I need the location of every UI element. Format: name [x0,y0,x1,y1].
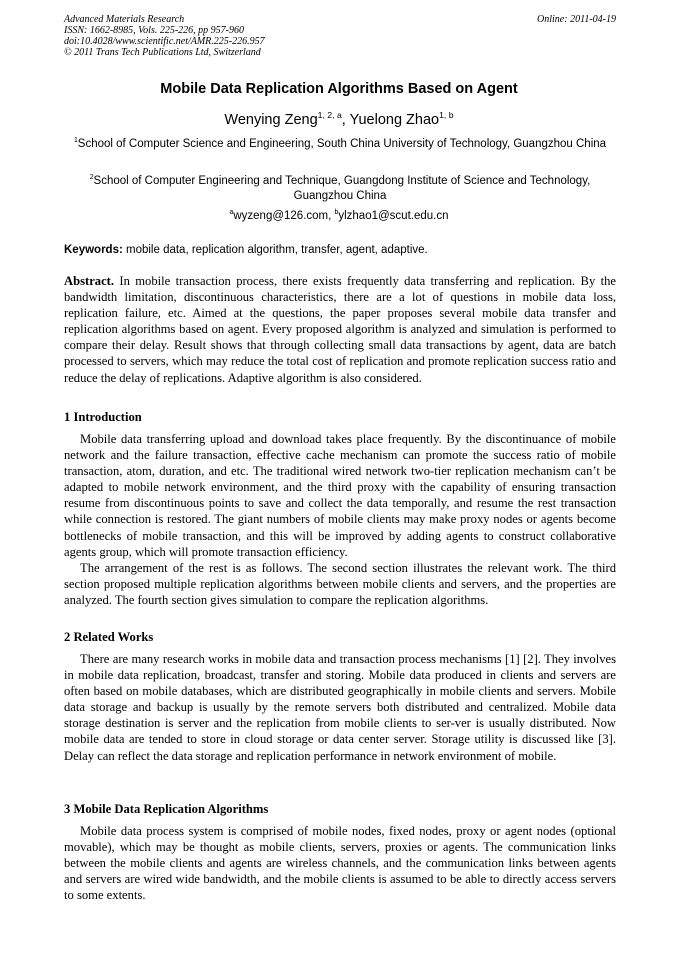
author-2-affiliation-marker: 1, b [439,110,454,121]
affiliation-1-text: School of Computer Science and Engineering, South China University of Technology, Guangzhou China [77,138,607,150]
journal-copyright: © 2011 Trans Tech Publications Ltd, Switzerland [64,47,261,58]
journal-doi: doi:10.4028/www.scientific.net/AMR.225-226.957 [64,36,265,47]
section-body-replication-algorithms [64,823,616,903]
affiliation-1 [64,137,616,152]
author-1-affiliation-marker: 1, 2, a [317,110,342,121]
journal-name: Advanced Materials Research [64,14,185,25]
online-date: Online: 2011-04-19 [537,14,616,25]
section-body-related-works [64,651,616,764]
affiliation-2-number: 2 [89,174,94,182]
section-body-introduction [64,431,616,608]
keywords-text: mobile data, replication algorithm, transfer, agent, adaptive. [122,244,428,256]
email-a: wyzeng@126.com, [233,210,335,222]
paragraph: There are many research works in mobile data and transaction process mechanisms [1] [2]. They involves in mobile data replication, broadcast, transfer and storing. Mobile data produced in clients and servers are often based on mobile databases, which are distributed geographically in mobile clients and servers. Mobile data storage and backup is usually by the remote servers both distributed and centralized. Mobile data storage destination is server and the replication from mobile clients to ser-ver is usually distributed. Now mobile data are tended to store in cloud storage or data center server. Storage utility is discussed like [3]. Delay can reflect the data storage and replication performance in network environment of mobile. [64,652,616,763]
journal-header [64,14,616,58]
affiliation-1-number: 1 [73,137,78,145]
section-heading-introduction: 1 Introduction [64,410,142,424]
affiliation-2-text: School of Computer Engineering and Technique, Guangdong Institute of Science and Technology, Guangzhou China [93,175,591,202]
keywords [64,244,616,256]
author-emails [0,210,678,222]
email-b: ylzhao1@scut.edu.cn [338,210,449,222]
section-heading-replication-algorithms: 3 Mobile Data Replication Algorithms [64,802,269,816]
journal-issn: ISSN: 1662-8985, Vols. 225-226, pp 957-960 [64,25,244,36]
author-1-name: Wenying Zeng [224,112,318,128]
paragraph: Mobile data process system is comprised of mobile nodes, fixed nodes, proxy or agent nodes (optional movable), which may be thought as mobile clients, servers, proxies or agents. The communication links between the mobile clients and agents are wireless channels, and the communication links between agents and servers are wired wide bandwidth, and the mobile clients is assumed to be able to directly access servers to some extents. [64,824,616,903]
paragraph: Mobile data transferring upload and download takes place frequently. By the discontinuance of mobile network and the failure transaction, effective cache mechanism can promote the success ratio of mobile transaction, atom, duration, and etc. The traditional wired network two-tier replication mechanism can’t be adapted to mobile network environment, and the third proxy with the capability of ensuring transaction resume from discontinuous points to save and collect the data temporally, and resume the rest transaction while connection is restored. The giant numbers of mobile clients may make proxy nodes or agents become bottlenecks of mobile transaction, and this will be improved by adding agents to construct collaborative agents group, which will promote transaction efficiency. [64,432,616,559]
email-b-marker: b [334,209,339,217]
abstract-label: Abstract. [64,274,115,288]
paragraph: The arrangement of the rest is as follows. The second section illustrates the relevant work. The third section proposed multiple replication algorithms between mobile clients and servers, and the properties are analyzed. The fourth section gives simulation to compare the replication algorithms. [64,560,616,607]
abstract-text: In mobile transaction process, there exists frequently data transferring and replication. By the bandwidth limitation, discontinuous characteristics, there are a lot of questions in mobile data loss, replication failure, etc. Aimed at the questions, the paper proposes several mobile data transfer and replication algorithms based on agent. Every proposed algorithm is analyzed and simulation is performed to compare their delay. Result shows that through collecting small data transactions by agent, data are batch processed to servers, which may reduce the total cost of replication and promote replication success ratio and reduce the delay of replications. Adaptive algorithm is also considered. [64,274,616,385]
affiliation-2 [64,174,616,204]
paper-title: Mobile Data Replication Algorithms Based on Agent [160,81,518,97]
author-line [0,112,678,128]
author-separator: , [341,112,350,128]
section-heading-related-works: 2 Related Works [64,630,154,644]
abstract [64,273,616,386]
author-2-name: Yuelong Zhao [349,112,440,128]
keywords-label: Keywords: [64,244,123,256]
email-a-marker: a [229,209,234,217]
